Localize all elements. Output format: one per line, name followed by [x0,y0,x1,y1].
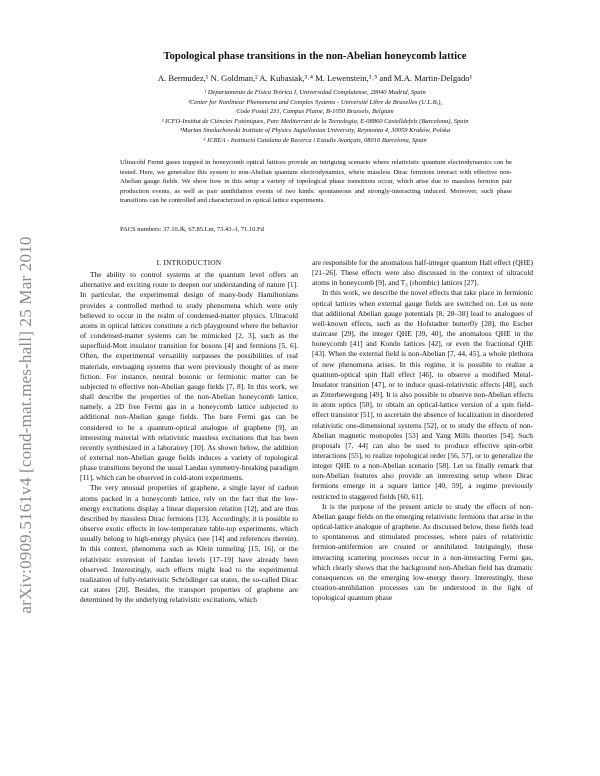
affiliation-line: ³ ICFO-Institut de Ciències Fotòniques, Parc Mediterrani de la Tecnologia, E-08860 Castelldefels (Barcelona), Spain [161,117,469,125]
affiliation-line: ¹ Departamento de Física Teórica I, Universidad Complutense, 28040 Madrid, Spain [204,89,426,96]
affiliation-line: ⁴Marian Smoluchowski Institute of Physics Jagiellonian University, Reymonta 4, 30059 Kraków, Polska [179,127,451,135]
section-heading: I. INTRODUCTION [156,259,222,267]
left-column [80,258,298,605]
body-paragraph: It is the purpose of the present article to study the effects of non-Abelian gauge fields on the emerging relativistic fermions that arise in the optical-lattice analogue of graphene. As discussed below, these fields lead to spontaneous and stimulated processes, where pairs of relativistic fermion-antifermion are created or annihilated. Intriguingly, these interacting scattering processes occur in a non-interacting Fermi gas, which clearly shows that the background non-Abelian field has dramatic consequences on the emerging low-energy theory. Interestingly, these creation-annihilation processes can be understood in the light of topological quantum phase [312,501,533,603]
right-column [312,258,533,603]
affiliation-line: ²Center for Nonlinear Phenomena and Complex Systems - Université Libre de Bruxelles (U.L.B.), [187,98,443,106]
body-paragraph: are responsible for the anomalous half-integer quantum Hall effect (QHE) [21–26]. These effects were also discussed in the context of ultracold atoms in honeycomb [9], and T₃ (rhombic) lattices [27]. [312,258,533,288]
affiliations [80,88,550,146]
arxiv-id-text: arXiv:0909.5161v4 [cond-mat.mes-hall] 25 Mar 2010 [16,236,35,614]
affiliation-line: Code Postal 231, Campus Plaine, B-1050 Brussels, Belgium [236,108,394,116]
affiliation-line: ⁵ ICREA - Institució Catalana de Recerca i Estudis Avançats, 08010 Barcelona, Spain [203,136,427,144]
abstract: Ultracold Fermi gases trapped in honeycomb optical lattices provide an intriguing scenario where relativistic quantum electrodynamics can be tested. Here, we generalize this system to non-Abelian quantum electrodynamics, where massless Dirac fermions interact with effective non-Abelian gauge fields. We show how in this setup a variety of topological phase transitions occur, which arise due to massless fermion pair production events, as well as pair annihilation events of two kinds: spontaneous and strongly-interacting induced. Moreover, such phase transitions can be controlled and characterized in optical lattice experiments. [120,159,512,205]
body-paragraph: In this work, we describe the novel effects that take place in fermionic optical lattices when external gauge fields are switched on. Let us note that additional Abelian gauge potentials [8, 28–38] lead to analogues of well-known effects, such as the Hofstadter butterfly [28], the Escher staircase [29], the integer QHE [39, 40], the anomalous QHE in the honeycomb [41] and Kondo lattices [42], or even the fractional QHE [43]. When the external field is non-Abelian [7, 44, 45], a whole plethora of new phenomena arises. In this regime, it is possible to realize a quantum-optical spin Hall effect [46], to observe a modified Metal-Insulator transition [47], or to induce quasi-relativistic effects [48], such as Zitterbewegung [49]. It is also possible to observe non-Abelian effects in atom optics [50], to obtain an optical-lattice version of a spin field-effect transistor [51], to ascertain the absence of localization in disordered relativistic one-dimensional systems [52], or to study the effects of non-Abelian magnetic monopoles [53] and Yang Mills theories [54]. Such proposals [7, 44] can also be used to produce effective spin-orbit interactions [55], to realize topological order [56, 57], or to generalize the integer QHE to a non-Abelian scenario [58]. Let us finally remark that non-Abelian features also provide an interesting setup where Dirac fermions emerge in a square lattice [40, 59], a regime previously restricted to staggered fields [60, 61]. [312,288,533,501]
pacs-numbers: PACS numbers: 37.10.Jk, 67.85.Lm, 73.43.-f, 71.10.Fd [120,226,264,233]
body-paragraph: The very unusual properties of graphene, a single layer of carbon atoms packed in a honeycomb lattice, rely on the fact that the low-energy excitations display a linear dispersion relation [12], and are thus described by massless Dirac fermions [13]. Accordingly, it is possible to observe exotic effects in low-temperature table-top experiments, which usually belong to high-energy physics (see [14] and references therein). In this context, phenomena such as Klein tunneling [15, 16], or the relativistic extension of Landau levels [17–19] have already been observed. Interestingly, such effects might lead to the experimental realization of fully-relativistic Schrödinger cat states, the so-called Dirac cat states [20]. Besides, the transport properties of graphene are determined by the underlying relativistic excitations, which [80,483,298,605]
author-list: A. Bermudez,¹ N. Goldman,² A. Kubasiak,³˒⁴ M. Lewenstein,³˒⁵ and M.A. Martin-Delgado¹ [157,73,473,83]
arxiv-identifier-stamp [8,190,44,660]
paper-title: Topological phase transitions in the non-Abelian honeycomb lattice [163,51,467,62]
body-paragraph: The ability to control systems at the quantum level offers an alternative and exciting route to deepen our understanding of nature [1]. In particular, the experimental design of many-body Hamiltonians provides a controlled method to study phenomena which were only believed to occur in the realm of condensed-matter physics. Ultracold atoms in optical lattices constitute a rich playground where the behavior of condensed-matter systems can be mimicked [2, 3], such as the superfluid-Mott insulator transition for bosons [4] and fermions [5, 6]. Often, the experimental versatility surpasses the possibilities of real materials, envisaging systems that were previously thought of as mere fiction. For instance, neutral bosonic or fermionic matter can be subjected to effective non-Abelian gauge fields [7, 8]. In this work, we shall describe the properties of the non-Abelian honeycomb lattice, namely, a 2D free Fermi gas in a honeycomb lattice subjected to additional non-Abelian gauge fields. The bare Fermi gas can be considered to be a quantum-optical analogue of graphene [9], an interesting material with relativistic massless excitations that has been recently synthesized in a laboratory [10]. As shown below, the addition of external non-Abelian gauge fields induces a variety of topological phase transitions beyond the usual Landau symmetry-breaking paradigm [11], which can be observed in cold-atom experiments. [80,270,298,483]
